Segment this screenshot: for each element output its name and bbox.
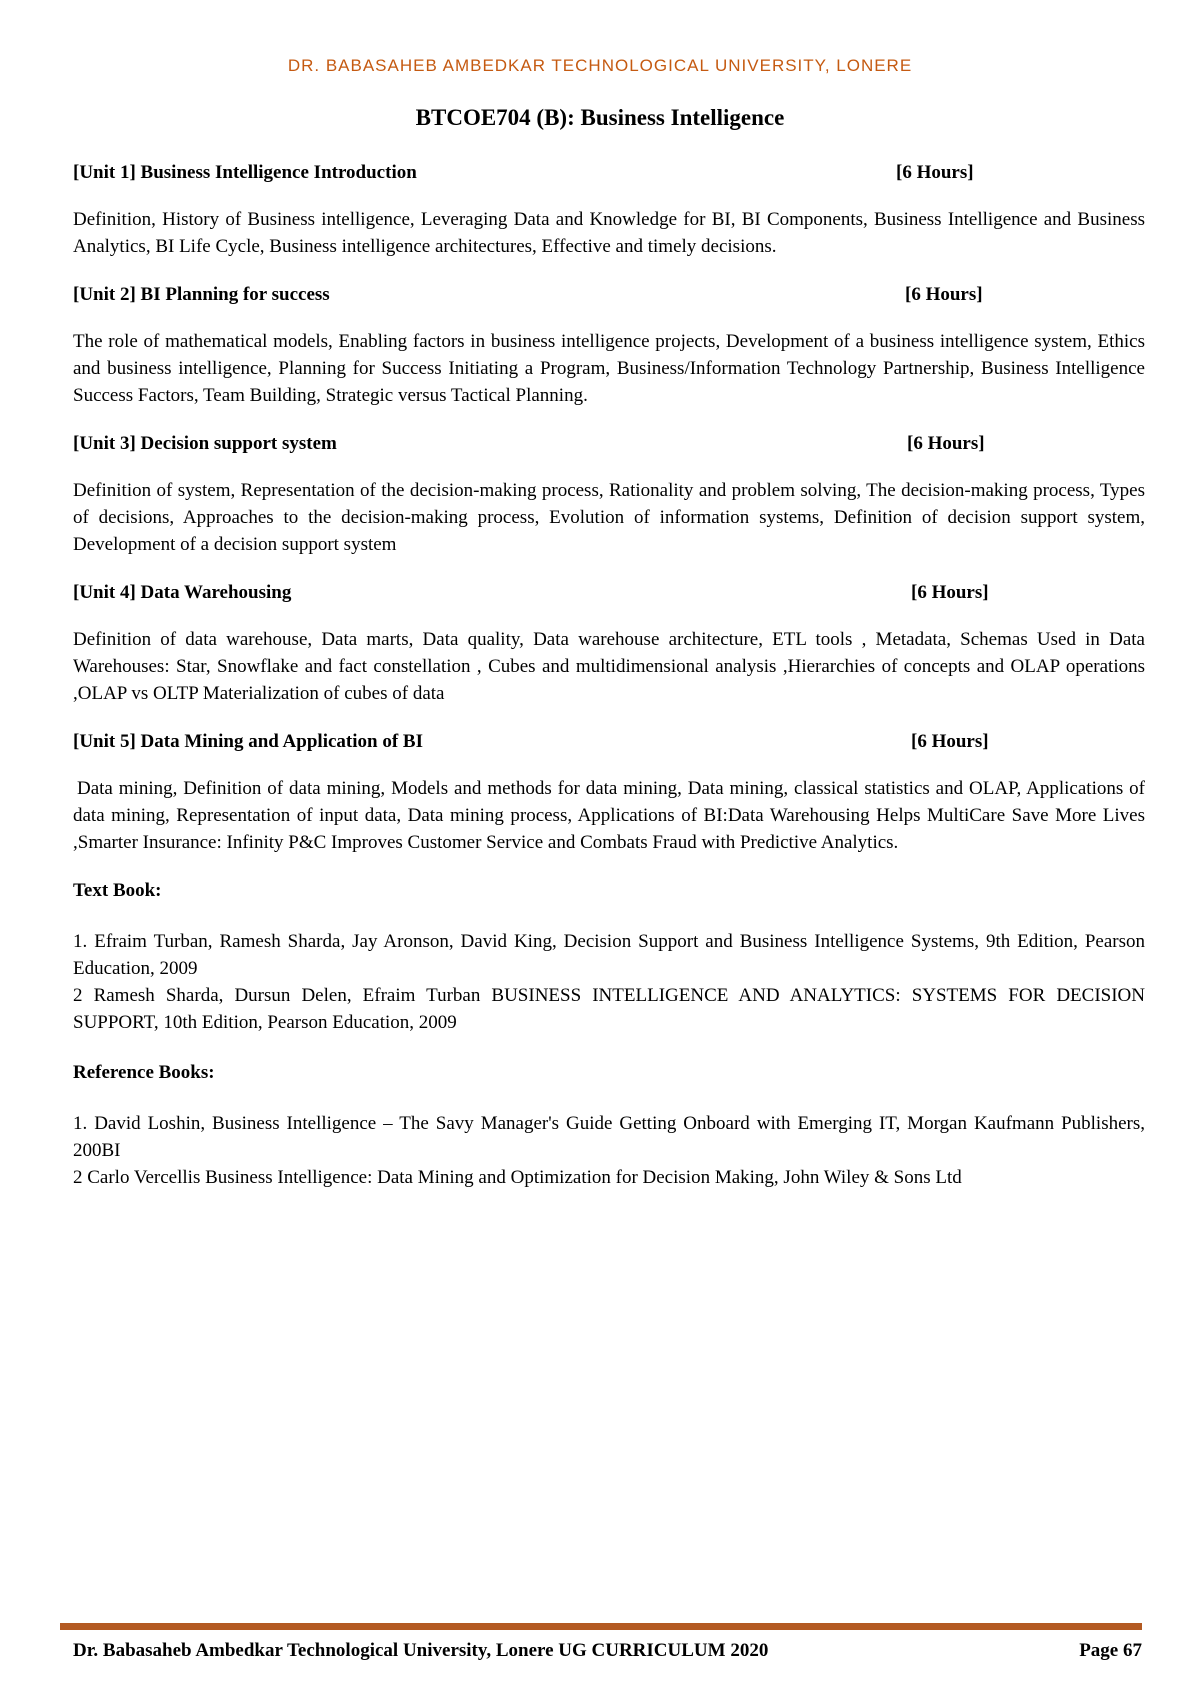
unit-hours: [6 Hours] <box>905 284 983 305</box>
unit-5 <box>73 729 1145 856</box>
unit-hours: [6 Hours] <box>907 433 985 454</box>
unit-2 <box>73 282 1145 409</box>
unit-body: Data mining, Definition of data mining, Models and methods for data mining, Data mining, classical statistics and OLAP, Applications of data mining, Representation of input data, Data mining process, Applications of BI:Data Warehousing Helps MultiCare Save More Lives ,Smarter Insurance: Infinity P&C Improves Customer Service and Combats Fraud with Predictive Analytics. <box>73 778 1145 853</box>
unit-heading <box>73 431 1145 457</box>
unit-title: [Unit 4] Data Warehousing <box>73 582 292 603</box>
unit-hours: [6 Hours] <box>911 582 989 603</box>
text-books-section <box>73 878 1145 1036</box>
footer-curriculum: Dr. Babasaheb Ambedkar Technological University, Lonere UG CURRICULUM 2020 <box>73 1640 769 1661</box>
unit-heading <box>73 282 1145 308</box>
unit-heading <box>73 729 1145 755</box>
reference-books-section <box>73 1060 1145 1191</box>
unit-heading <box>73 580 1145 606</box>
book-item: 2 Ramesh Sharda, Dursun Delen, Efraim Turban BUSINESS INTELLIGENCE AND ANALYTICS: SYSTEMS FOR DECISION SUPPORT, 10th Edition, Pearson Education, 2009 <box>73 985 1145 1033</box>
course-title: BTCOE704 (B): Business Intelligence <box>415 105 785 130</box>
footer-divider <box>60 1623 1142 1630</box>
unit-hours: [6 Hours] <box>896 162 974 183</box>
text-books-heading: Text Book: <box>73 880 162 901</box>
unit-title: [Unit 3] Decision support system <box>73 433 337 454</box>
unit-body: The role of mathematical models, Enabling factors in business intelligence projects, Development of a business intelligence system, Ethics and business intelligence, Planning for Success Initiating a Program, Business/Information Technology Partnership, Business Intelligence Success Factors, Team Building, Strategic versus Tactical Planning. <box>73 331 1145 406</box>
unit-title: [Unit 5] Data Mining and Application of BI <box>73 731 423 752</box>
unit-hours: [6 Hours] <box>911 731 989 752</box>
book-item: 2 Carlo Vercellis Business Intelligence: Data Mining and Optimization for Decision Making, John Wiley & Sons Ltd <box>73 1167 962 1188</box>
unit-3 <box>73 431 1145 558</box>
book-item: 1. Efraim Turban, Ramesh Sharda, Jay Aronson, David King, Decision Support and Business Intelligence Systems, 9th Edition, Pearson Education, 2009 <box>73 931 1145 979</box>
syllabus-content <box>73 160 1145 1215</box>
text-books-list <box>73 928 1145 1036</box>
unit-body: Definition of data warehouse, Data marts, Data quality, Data warehouse architecture, ETL tools , Metadata, Schemas Used in Data Warehouses: Star, Snowflake and fact constellation , Cubes and multidimensional analysis ,Hierarchies of concepts and OLAP operations ,OLAP vs OLTP Materialization of cubes of data <box>73 629 1145 704</box>
book-item: 1. David Loshin, Business Intelligence – The Savy Manager's Guide Getting Onboard with Emerging IT, Morgan Kaufmann Publishers, 200BI <box>73 1113 1145 1161</box>
unit-body: Definition of system, Representation of the decision-making process, Rationality and problem solving, The decision-making process, Types of decisions, Approaches to the decision-making process, Evolution of information systems, Definition of decision support system, Development of a decision support system <box>73 480 1145 555</box>
page-number: Page 67 <box>1079 1640 1142 1661</box>
unit-title: [Unit 2] BI Planning for success <box>73 284 330 305</box>
reference-books-heading: Reference Books: <box>73 1062 215 1083</box>
unit-heading <box>73 160 1145 186</box>
unit-body: Definition, History of Business intelligence, Leveraging Data and Knowledge for BI, BI Components, Business Intelligence and Business Analytics, BI Life Cycle, Business intelligence architectures, Effective and timely decisions. <box>73 209 1145 257</box>
unit-title: [Unit 1] Business Intelligence Introduction <box>73 162 417 183</box>
unit-1 <box>73 160 1145 260</box>
page-header-university: DR. BABASAHEB AMBEDKAR TECHNOLOGICAL UNIVERSITY, LONERE <box>287 56 913 75</box>
unit-4 <box>73 580 1145 707</box>
reference-books-list <box>73 1110 1145 1191</box>
